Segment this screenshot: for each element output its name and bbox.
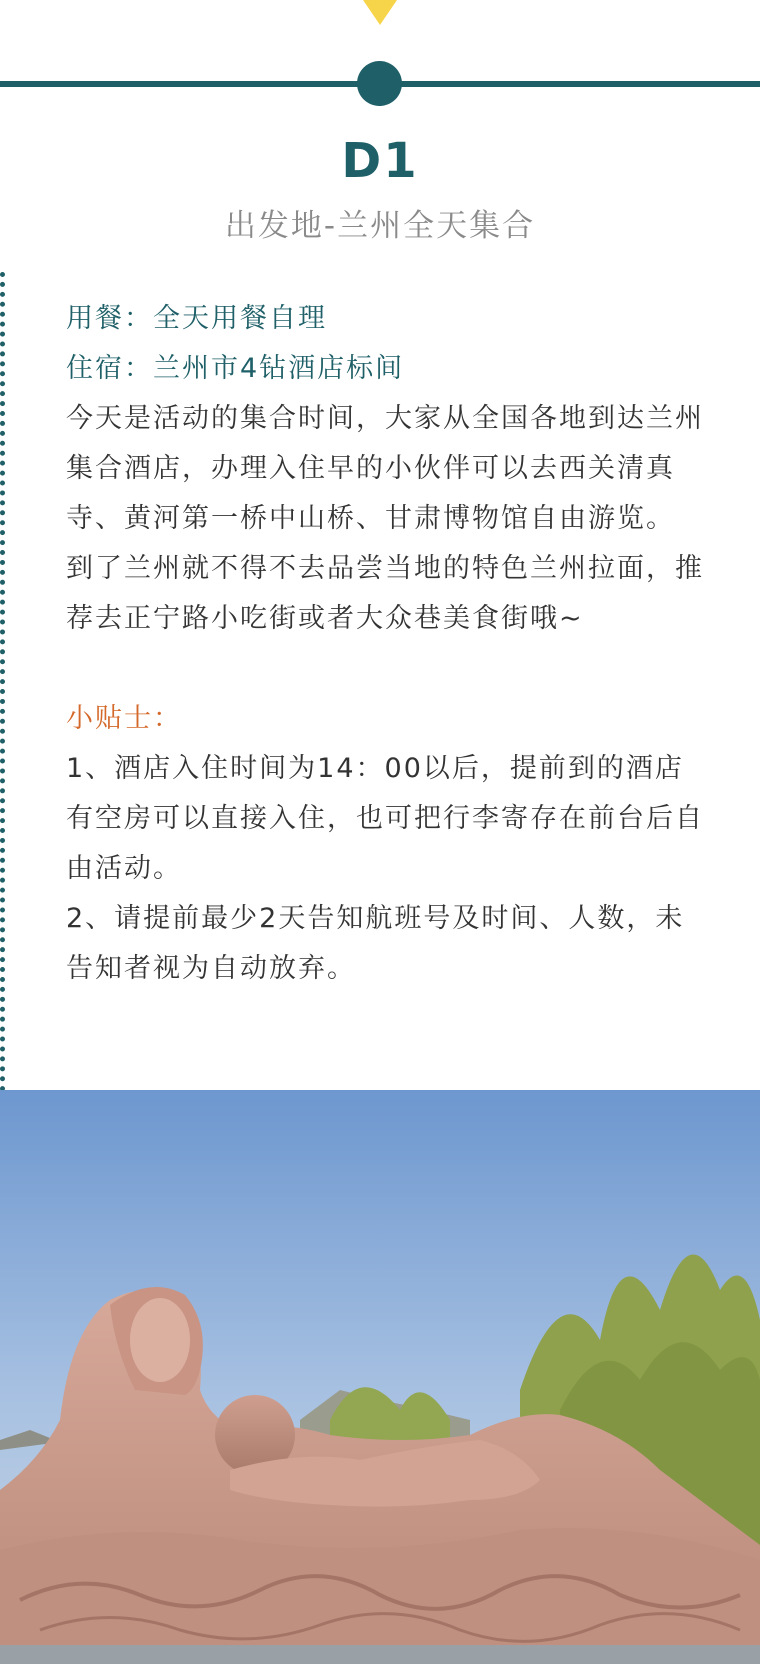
meals-info: 用餐：全天用餐自理 xyxy=(66,303,327,334)
content-dotted-border xyxy=(0,272,5,1092)
day-title: D1 xyxy=(341,133,419,189)
spacer xyxy=(66,644,706,694)
day-subtitle: 出发地-兰州全天集合 xyxy=(224,208,536,244)
down-arrow-icon xyxy=(363,0,397,25)
divider-dot-icon xyxy=(357,61,402,106)
description-paragraph-1: 今天是活动的集合时间，大家从全国各地到达兰州集合酒店，办理入住早的小伙伴可以去西关清真寺、黄河第一桥中山桥、甘肃博物馆自由游览。 xyxy=(66,403,704,534)
itinerary-content xyxy=(66,294,706,994)
tips-title: 小贴士： xyxy=(66,703,182,734)
tip-item-2: 2、请提前最少2天告知航班号及时间、人数，未告知者视为自动放弃。 xyxy=(66,903,685,984)
yellow-river-mother-sculpture-photo xyxy=(0,1090,760,1664)
description-paragraph-2: 到了兰州就不得不去品尝当地的特色兰州拉面，推荐去正宁路小吃街或者大众巷美食街哦~ xyxy=(66,553,704,634)
lodging-info: 住宿：兰州市4钻酒店标间 xyxy=(66,353,405,384)
tip-item-1: 1、酒店入住时间为14：00以后，提前到的酒店有空房可以直接入住，也可把行李寄存在前台后自由活动。 xyxy=(66,753,704,884)
